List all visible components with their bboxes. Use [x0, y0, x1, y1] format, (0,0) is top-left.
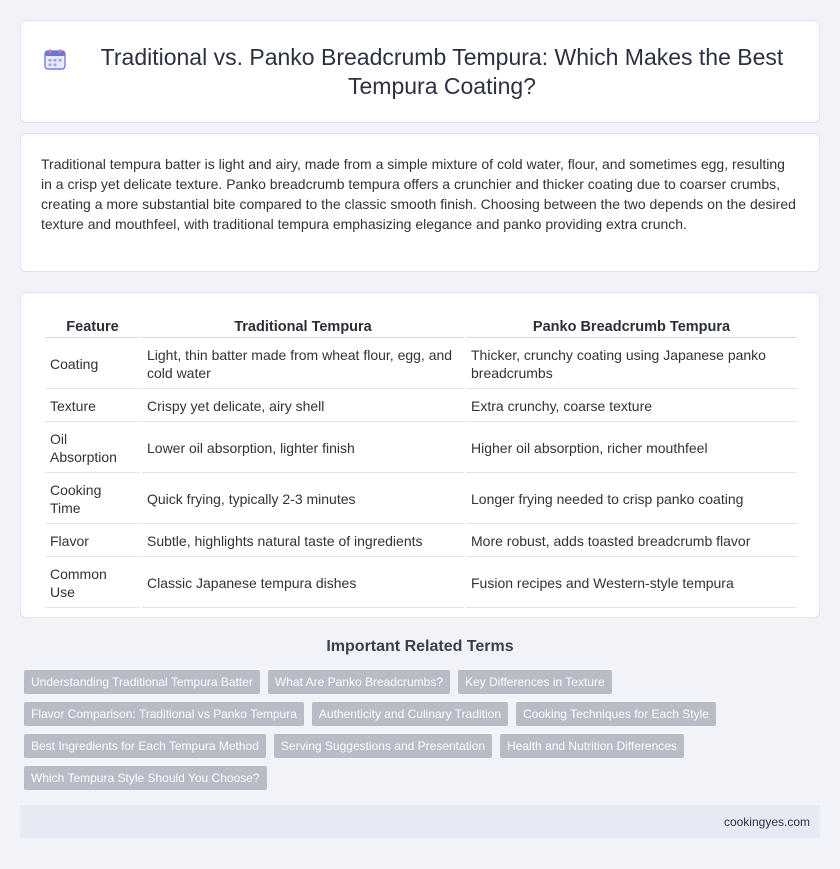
comparison-table-card: [20, 292, 820, 618]
table-row: [45, 559, 797, 608]
traditional-cell: Lower oil absorption, lighter finish: [142, 424, 464, 473]
footer: [20, 805, 820, 838]
related-term-tag[interactable]: Best Ingredients for Each Tempura Method: [24, 734, 266, 758]
intro-text: Traditional tempura batter is light and airy, made from a simple mixture of cold water, flour, and sometimes egg, resulting in a crisp yet delicate texture. Panko breadcrumb tempura offers a crunchier and thicker coating due to coarser crumbs, creating a more substantial bite compared to the classic smooth finish. Choosing between the two depends on the desired texture and mouthfeel, with traditional tempura emphasizing elegance and panko providing extra crunch.: [41, 156, 796, 232]
table-header-row: [45, 315, 797, 338]
related-terms-title: Important Related Terms: [326, 638, 514, 655]
related-term-tag[interactable]: Serving Suggestions and Presentation: [274, 734, 492, 758]
traditional-cell: Quick frying, typically 2-3 minutes: [142, 475, 464, 524]
header-traditional: Traditional Tempura: [142, 315, 464, 338]
traditional-cell: Classic Japanese tempura dishes: [142, 559, 464, 608]
panko-cell: Thicker, crunchy coating using Japanese panko breadcrumbs: [466, 340, 797, 389]
traditional-cell: Subtle, highlights natural taste of ingredients: [142, 526, 464, 557]
table-row: [45, 526, 797, 557]
panko-cell: Fusion recipes and Western-style tempura: [466, 559, 797, 608]
traditional-cell: Light, thin batter made from wheat flour, egg, and cold water: [142, 340, 464, 389]
feature-cell: Texture: [45, 391, 140, 422]
feature-cell: Cooking Time: [45, 475, 140, 524]
panko-cell: Longer frying needed to crisp panko coating: [466, 475, 797, 524]
header-panko: Panko Breadcrumb Tempura: [466, 315, 797, 338]
traditional-cell: Crispy yet delicate, airy shell: [142, 391, 464, 422]
title-wrap: [23, 43, 817, 101]
tag-row: [24, 702, 824, 726]
page-title: Traditional vs. Panko Breadcrumb Tempura: Which Makes the Best Tempura Coating?: [100, 43, 784, 99]
table-row: [45, 391, 797, 422]
feature-cell: Coating: [45, 340, 140, 389]
related-term-tag[interactable]: Flavor Comparison: Traditional vs Panko Tempura: [24, 702, 304, 726]
panko-cell: More robust, adds toasted breadcrumb flavor: [466, 526, 797, 557]
table-row: [45, 475, 797, 524]
feature-cell: Flavor: [45, 526, 140, 557]
related-term-tag[interactable]: Cooking Techniques for Each Style: [516, 702, 716, 726]
comparison-table: [43, 313, 799, 610]
calendar-icon: [43, 47, 67, 71]
related-term-tag[interactable]: Key Differences in Texture: [458, 670, 612, 694]
related-term-tag[interactable]: Which Tempura Style Should You Choose?: [24, 766, 267, 790]
footer-site[interactable]: cookingyes.com: [723, 814, 810, 829]
table-row: [45, 340, 797, 389]
related-terms-tags: [24, 670, 824, 798]
panko-cell: Higher oil absorption, richer mouthfeel: [466, 424, 797, 473]
related-term-tag[interactable]: Understanding Traditional Tempura Batter: [24, 670, 260, 694]
related-term-tag[interactable]: Health and Nutrition Differences: [500, 734, 684, 758]
feature-cell: Oil Absorption: [45, 424, 140, 473]
header-feature: Feature: [45, 315, 140, 338]
title-card: [20, 20, 820, 123]
related-term-tag[interactable]: Authenticity and Culinary Tradition: [312, 702, 508, 726]
feature-cell: Common Use: [45, 559, 140, 608]
tag-row: [24, 766, 824, 790]
panko-cell: Extra crunchy, coarse texture: [466, 391, 797, 422]
tag-row: [24, 734, 824, 758]
tag-row: [24, 670, 824, 694]
related-term-tag[interactable]: What Are Panko Breadcrumbs?: [268, 670, 450, 694]
table-row: [45, 424, 797, 473]
intro-card: [20, 133, 820, 272]
